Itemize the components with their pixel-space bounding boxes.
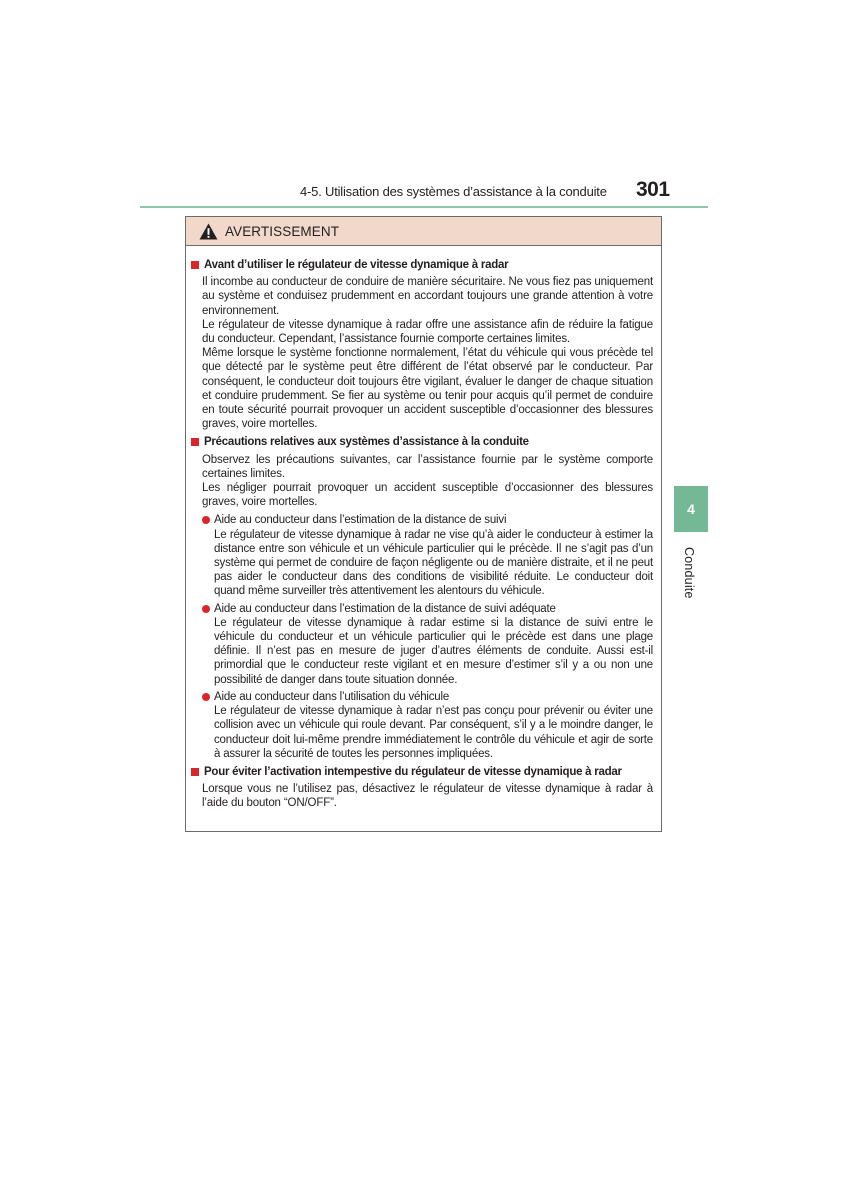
paragraph: Observez les précautions suivantes, car l’assistance fournie par le système comporte certaines limites. (202, 453, 653, 480)
red-square-bullet-icon (191, 261, 199, 269)
section-content (186, 453, 661, 761)
bullet-text: Le régulateur de vitesse dynamique à radar ne vise qu’à aider le conducteur à estimer la distance entre son véhicule et un véhicule particulier qui le précède. Il ne s’agit pas d’un système qui permet de conduire de façon négligente ou de manière distraite, et il ne peut pas aider le conducteur dans des conditions de visibilité réduite. Le conducteur doit quand même surveiller très attentivement les alentours du véhicule. (214, 528, 653, 598)
page-number: 301 (636, 178, 670, 201)
warning-header (186, 217, 661, 246)
section-title: Avant d’utiliser le régulateur de vitesse dynamique à radar (204, 259, 509, 271)
paragraph: Lorsque vous ne l’utilisez pas, désactivez le régulateur de vitesse dynamique à radar à l’aide du bouton “ON/OFF”. (202, 783, 653, 810)
bullet-title: Aide au conducteur dans l’utilisation du véhicule (214, 690, 450, 703)
section-content (186, 275, 661, 431)
header-title: 4-5. Utilisation des systèmes d’assistance à la conduite (300, 184, 607, 199)
chapter-tab: 4 (674, 486, 708, 532)
bullet-item (214, 690, 653, 761)
red-square-bullet-icon (191, 768, 199, 776)
red-dot-bullet-icon (202, 693, 210, 701)
section-title: Précautions relatives aux systèmes d’assistance à la conduite (204, 436, 529, 449)
bullet-item (214, 513, 653, 598)
warning-box (185, 216, 662, 832)
paragraph: Les négliger pourrait provoquer un accident susceptible d’occasionner des blessures graves, voire mortelles. (202, 482, 653, 509)
section-content (186, 782, 661, 810)
section-heading (188, 435, 661, 449)
chapter-label: Conduite (682, 547, 696, 599)
section-heading (188, 765, 661, 779)
bullet-list (186, 513, 661, 760)
section-title: Pour éviter l’activation intempestive du régulateur de vitesse dynamique à radar (204, 765, 622, 778)
paragraph: Le régulateur de vitesse dynamique à radar offre une assistance afin de réduire la fatigue du conducteur. Cependant, l’assistance fournie comporte certaines limites. (202, 318, 653, 346)
red-square-bullet-icon (191, 438, 199, 446)
red-dot-bullet-icon (202, 605, 210, 613)
warning-body (186, 246, 661, 811)
warning-title: AVERTISSEMENT (225, 223, 340, 239)
bullet-title: Aide au conducteur dans l’estimation de la distance de suivi adéquate (214, 602, 556, 615)
bullet-text: Le régulateur de vitesse dynamique à radar n’est pas conçu pour prévenir ou éviter une collision avec un véhicule qui roule devant. Par conséquent, s’il y a le moindre danger, le conducteur doit lui-même prendre immédiatement le contrôle du véhicule et agir de sorte à assurer la sécurité de toutes les personnes impliquées. (214, 705, 653, 760)
bullet-title: Aide au conducteur dans l’estimation de la distance de suivi (214, 514, 507, 527)
paragraph: Même lorsque le système fonctionne normalement, l’état du véhicule qui vous précède tel que détecté par le système peut être différent de l’état observé par le conducteur. Par conséquent, le conducteur doit toujours être vigilant, évaluer le danger de chaque situation et conduire prudemment. Se fier au système ou tenir pour acquis qu’il permet de conduire en toute sécurité pourrait provoquer un accident susceptible d’occasionner des blessures graves, voire mortelles. (202, 347, 653, 431)
red-dot-bullet-icon (202, 516, 210, 524)
header-rule (140, 206, 708, 208)
section-heading (188, 258, 661, 272)
bullet-item (214, 602, 653, 687)
paragraph: Il incombe au conducteur de conduire de manière sécuritaire. Ne vous fiez pas uniquement au système et conduisez prudemment en accordant toujours une grande attention à votre environnement. (202, 276, 653, 317)
warning-triangle-icon (199, 223, 218, 240)
bullet-text: Le régulateur de vitesse dynamique à radar estime si la distance de suivi entre le véhicule du conducteur et un véhicule particulier qui le précède est dans une plage définie. Il n’est pas en mesure de juger d’autres éléments de conduite. Aussi est-il primordial que le conducteur reste vigilant et en mesure d’estimer s’il y a ou non une possibilité de danger dans toute situation donnée. (214, 616, 653, 686)
